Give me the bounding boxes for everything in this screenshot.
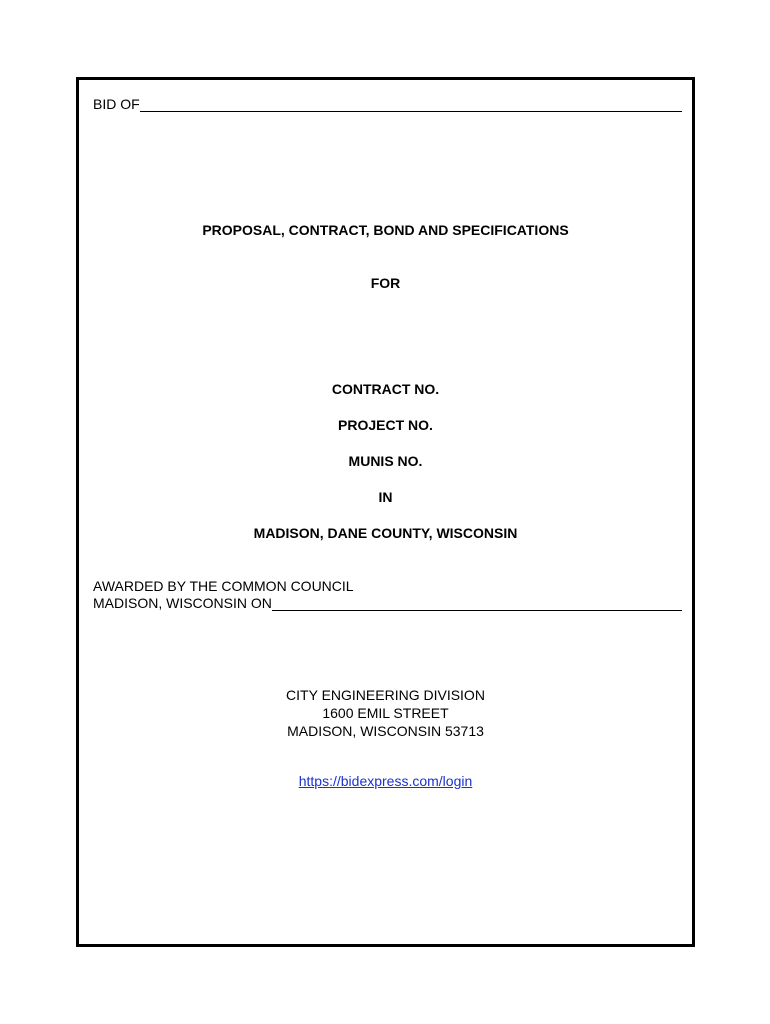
munis-no-label: MUNIS NO. <box>348 453 423 469</box>
bid-of-blank-line[interactable] <box>140 97 682 112</box>
city-state-zip: MADISON, WISCONSIN 53713 <box>287 723 484 739</box>
bid-of-label: BID OF <box>93 96 140 112</box>
bid-of-field <box>93 96 682 112</box>
awarded-by-text: AWARDED BY THE COMMON COUNCIL <box>93 578 354 594</box>
in-label: IN <box>378 489 393 505</box>
for-label: FOR <box>370 275 401 291</box>
contract-no-label: CONTRACT NO. <box>331 381 440 397</box>
document-title: PROPOSAL, CONTRACT, BOND AND SPECIFICATIONS <box>202 222 569 238</box>
division-name: CITY ENGINEERING DIVISION <box>286 687 485 703</box>
location-heading: MADISON, DANE COUNTY, WISCONSIN <box>253 525 518 541</box>
bidexpress-link[interactable]: https://bidexpress.com/login <box>298 773 473 789</box>
street-address: 1600 EMIL STREET <box>322 705 449 721</box>
document-border <box>76 77 695 947</box>
award-date-field <box>93 595 682 611</box>
madison-on-label: MADISON, WISCONSIN ON <box>93 595 272 611</box>
link-container <box>79 773 692 789</box>
award-date-blank-line[interactable] <box>272 596 682 611</box>
project-no-label: PROJECT NO. <box>338 417 433 433</box>
